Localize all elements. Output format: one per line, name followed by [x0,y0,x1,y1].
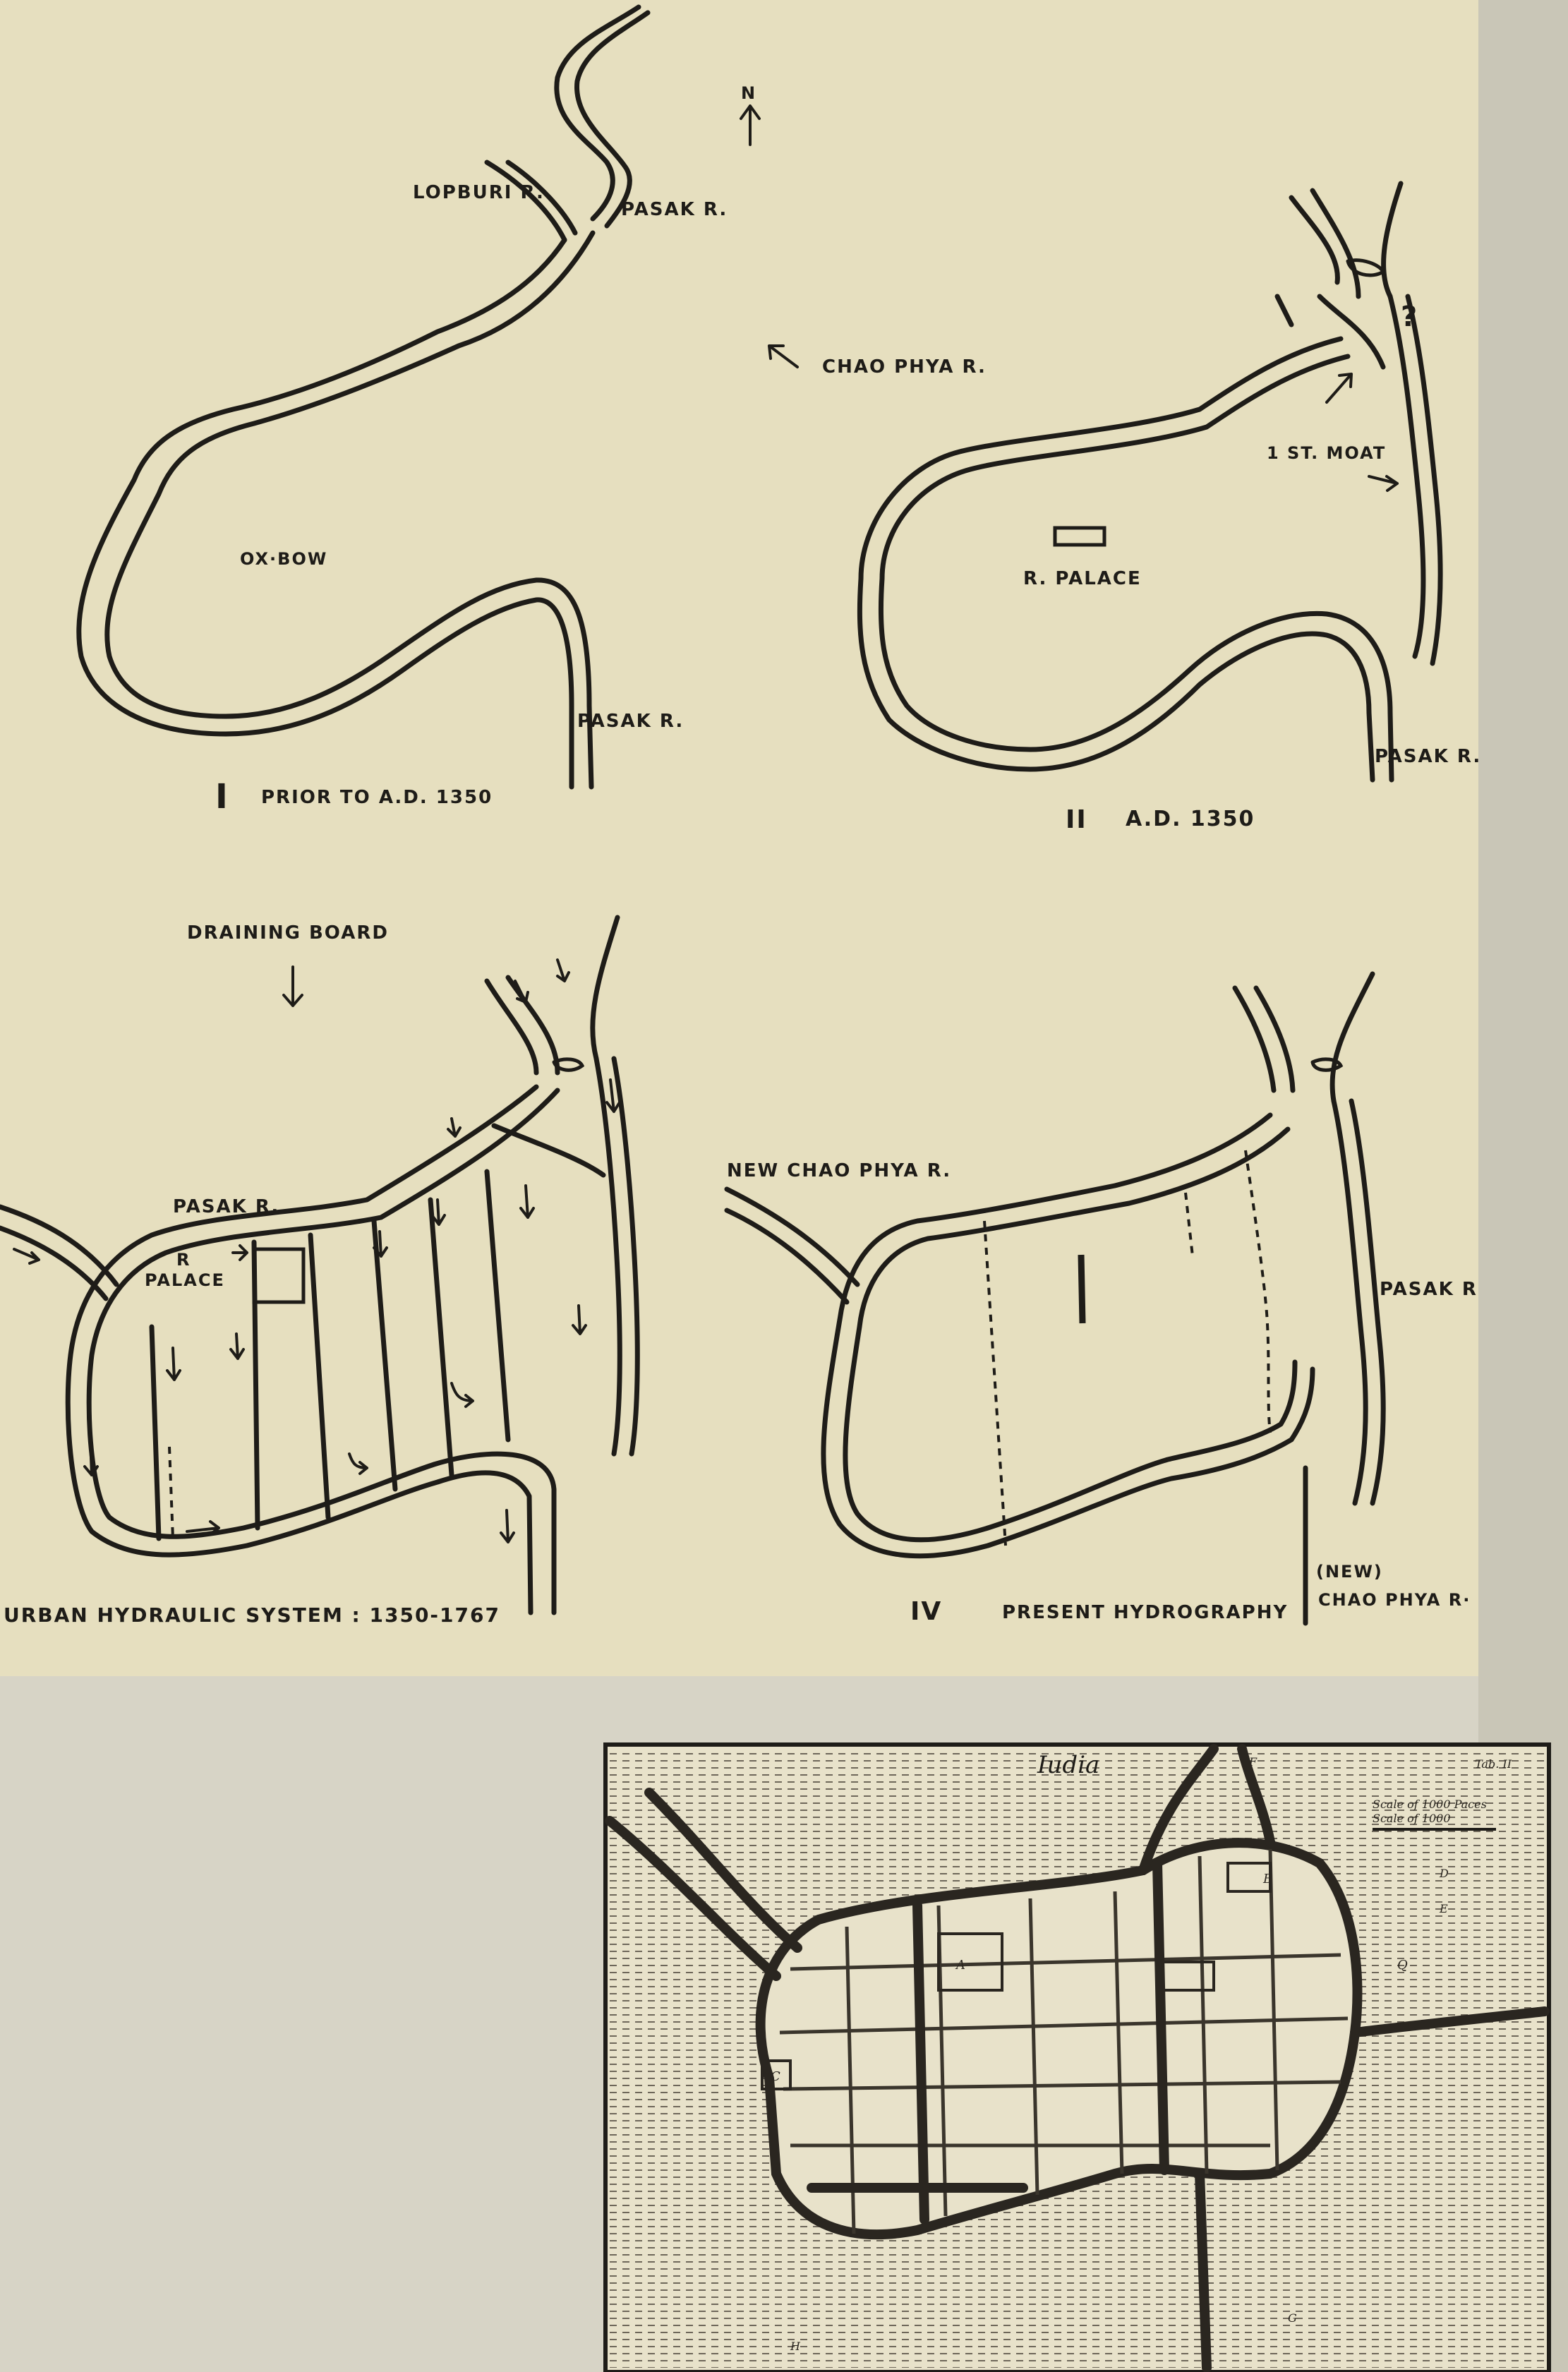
map-2-numeral: II [1066,805,1087,834]
west-inflow-a [0,1207,116,1284]
map-1-numeral: I [215,777,229,817]
draining-board-label: DRAINING BOARD [187,922,389,944]
plate-letter-e: E [1440,1902,1448,1915]
moat-arrow-1-icon [1327,374,1351,402]
palace-label-3: PALACE [145,1270,225,1290]
flow-arrow-icon [573,1306,586,1334]
canal-thick [917,1906,924,2220]
map-4-present-hydrography [727,974,1478,1626]
royal-palace-rect [1055,528,1104,545]
plate-letter-b: B [1263,1872,1273,1886]
plate-letter-g: G [1288,2311,1297,2325]
river-c [1384,183,1401,296]
plate-letter-a: A [956,1958,965,1973]
flow-arrow-icon [85,1440,97,1475]
canal-3 [374,1221,395,1489]
branch-c [593,917,617,1059]
first-moat-label: 1 ST. MOAT [1267,443,1387,463]
river-north-bank-outer [557,7,639,219]
branch-a [1235,988,1274,1090]
loop-outer [860,339,1373,780]
north-label: N [741,83,757,103]
branch-c [1332,974,1373,1101]
chao-phya-label-4: CHAO PHYA R· [1318,1590,1471,1610]
flow-arrow-icon [501,1510,514,1542]
oxbow-label: OX·BOW [240,549,328,569]
new-label: (NEW) [1316,1562,1383,1582]
branch-a [487,981,536,1073]
plate-scale-line-2: Scale of 1000 [1373,1812,1451,1825]
canal-thick [1157,1863,1164,2170]
flow-arrow-icon [557,960,569,981]
pasak-top-label: PASAK R. [621,199,728,220]
map-2-caption: A.D. 1350 [1126,807,1255,831]
former-canal-2 [1186,1193,1193,1256]
flow-arrow-icon [167,1348,180,1380]
map-2-ad-1350 [860,183,1481,834]
flow-arrow-icon [521,1186,533,1217]
flow-arrow-icon [448,1119,460,1136]
map-1-caption: PRIOR TO A.D. 1350 [261,787,493,808]
flow-arrow-icon [233,1246,247,1260]
flow-arrow-icon [231,1334,243,1359]
east-channel-outer [596,1059,620,1454]
pasak-bottom-label: PASAK R. [577,711,685,732]
pasak-label-2: PASAK R. [1375,746,1482,767]
plate-letter-q: Q [1397,1958,1408,1973]
former-canal-1 [984,1221,1006,1546]
flow-arrow-icon [452,1383,473,1407]
plate-letter-h: H [790,2340,800,2353]
map-3-caption: URBAN HYDRAULIC SYSTEM : 1350-1767 [4,1603,500,1627]
pasak-label-3: PASAK R. [173,1196,280,1217]
plate-scale-line-1: Scale of 1000 Paces [1373,1798,1487,1811]
royal-palace-label: R. PALACE [1023,568,1142,589]
historic-plate [605,1745,1549,2372]
south-river-channel [1200,2174,1207,2368]
new-chao-phya-a [727,1189,857,1284]
lopburi-label: LOPBURI R. [413,182,545,203]
former-canal-3 [1246,1150,1270,1433]
canal-5 [487,1172,508,1440]
chao-phya-arrow-icon [769,346,797,367]
map-4-caption: PRESENT HYDROGRAPHY [1002,1602,1289,1623]
map-3-hydraulic-system [0,917,637,1627]
north-arrow [741,83,759,145]
canal-2 [310,1235,328,1517]
new-chao-phya-label: NEW CHAO PHYA R. [727,1160,952,1181]
canal-6 [152,1327,159,1539]
moat-channel [1320,296,1383,367]
pasak-label-4: PASAK R [1380,1279,1478,1300]
cross-link [494,1126,603,1175]
plate-title: Iudia [1037,1751,1100,1779]
question-mark: ? [1401,301,1419,333]
palace-r-label: R [176,1250,191,1270]
map-4-numeral: IV [910,1597,943,1626]
plate-letter-d: D [1440,1867,1449,1880]
plate-tab-label: Tab. II [1475,1757,1512,1771]
flow-arrow-icon [349,1454,367,1474]
plate-letter-c: C [771,2069,780,2084]
river-a [1291,198,1337,282]
palace-rect [254,1249,303,1302]
loop-4-inner [845,1129,1295,1540]
draining-board-arrow-icon [284,967,302,1006]
map-1-prior-1350 [79,7,728,817]
moat-arrow-2-icon [1369,476,1397,490]
canal-4 [430,1200,452,1475]
spur [1277,296,1291,325]
canal-dashed [169,1447,173,1539]
chao-phya-label: CHAO PHYA R. [822,356,987,378]
dark-mark [1081,1255,1082,1323]
north-arrow-icon [741,106,759,145]
flow-arrow-icon [14,1249,39,1263]
plate-letter-f: F [1249,1755,1258,1769]
